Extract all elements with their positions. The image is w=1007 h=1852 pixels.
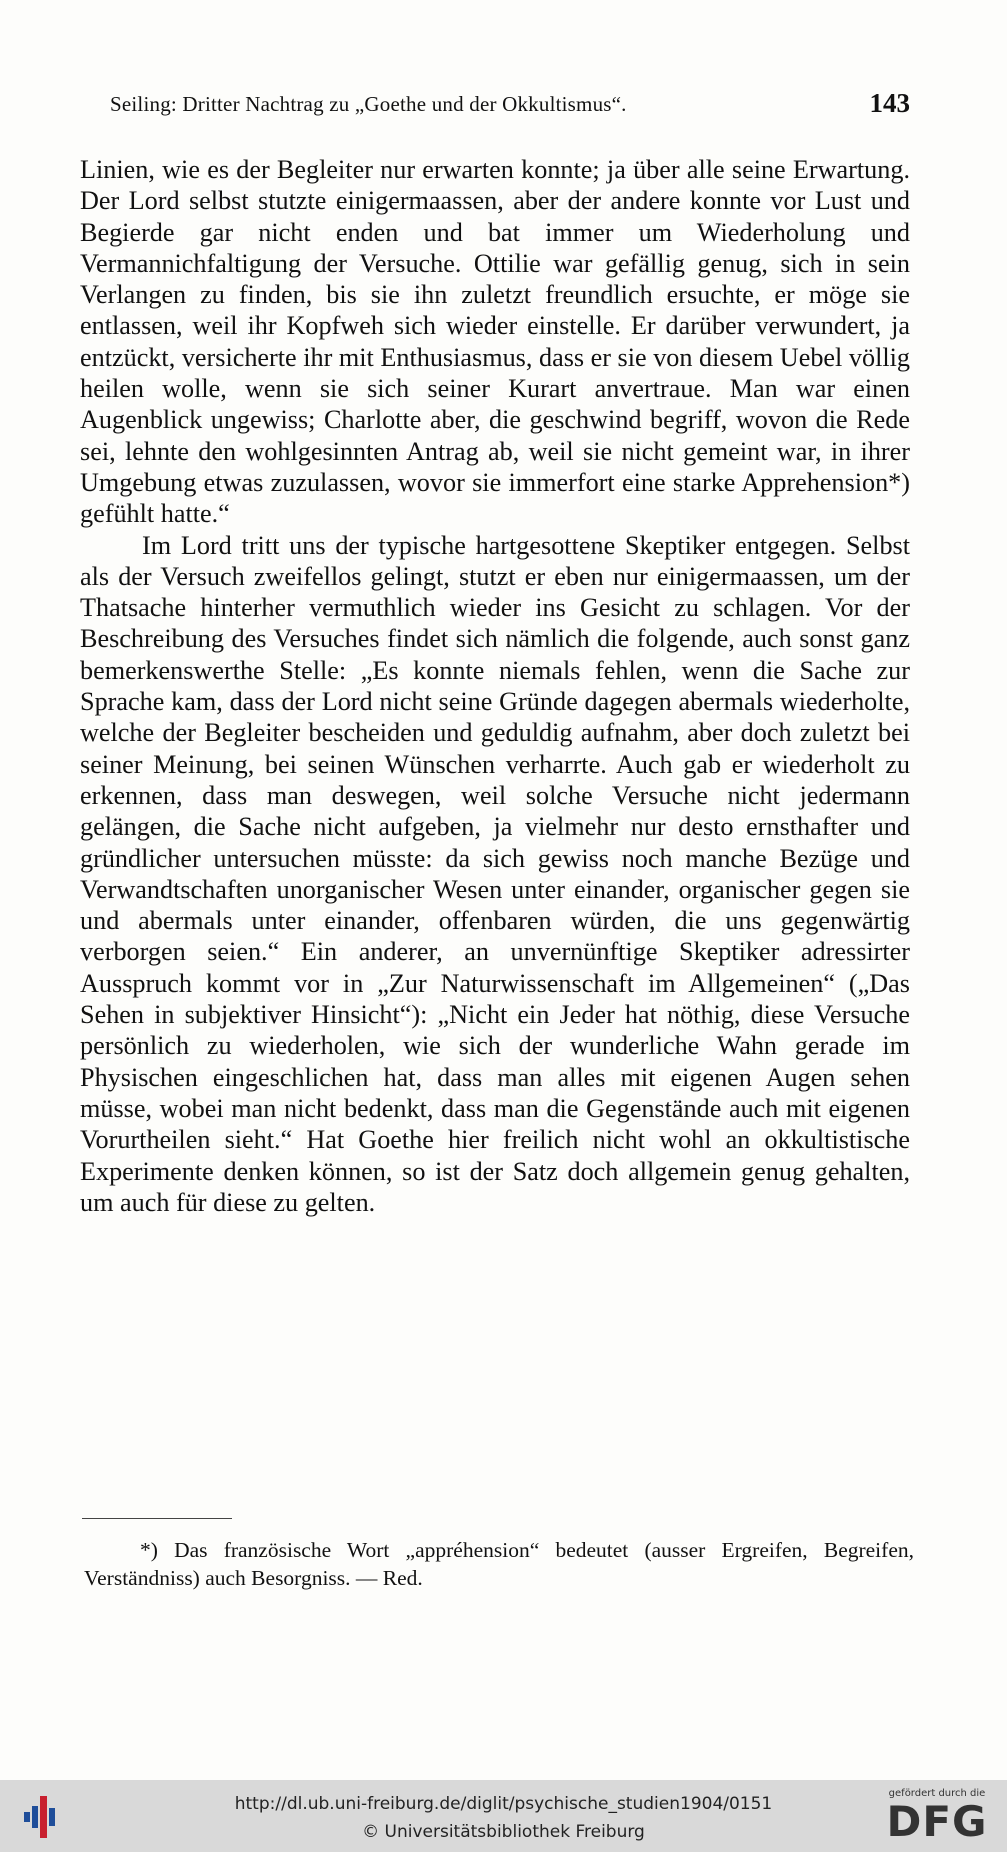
dfg-logo-icon: DFG [886, 1797, 988, 1846]
dfg-tagline: gefördert durch die [888, 1788, 986, 1799]
copyright-notice: © Universitätsbibliothek Freiburg [362, 1822, 645, 1842]
viewer-footer [0, 1780, 1007, 1852]
source-url-link[interactable]: http://dl.ub.uni-freiburg.de/diglit/psychische_studien1904/0151 [234, 1794, 773, 1814]
page-header [110, 88, 910, 128]
footnote: *) Das französische Wort „appréhension“ bedeutet (ausser Ergreifen, Begreifen, Verständniss) auch Besorgniss. — Red. [84, 1538, 914, 1590]
footnote-divider [82, 1518, 232, 1519]
paragraph: Linien, wie es der Begleiter nur erwarten konnte; ja über alle seine Erwartung. Der Lord selbst stutzte einigermaassen, aber der andere konnte vor Lust und Begierde gar nicht enden und bat immer um Wiederholung und Vermannichfaltigung der Versuche. Ottilie war gefällig genug, sich in sein Verlangen zu finden, bis sie ihn zuletzt freundlich ersuchte, er möge sie entlassen, weil ihr Kopfweh sich wieder einstelle. Er darüber verwundert, ja entzückt, versicherte ihr mit Enthusiasmus, dass er sie von diesem Uebel völlig heilen wolle, wenn sie sich seiner Kurart anvertraue. Man war einen Augenblick ungewiss; Charlotte aber, die geschwind begriff, wovon die Rede sei, lehnte den wohlgesinnten Antrag ab, weil sie nicht gemeint war, in ihrer Umgebung etwas zuzulassen, wovor sie immerfort eine starke Apprehension*) gefühlt hatte.“ [80, 155, 910, 529]
running-title: Seiling: Dritter Nachtrag zu „Goethe und der Okkultismus“. [110, 92, 627, 116]
body-text [80, 154, 910, 1218]
dfg-funding-logo [881, 1788, 993, 1848]
page-number: 143 [869, 88, 910, 118]
paragraph: Im Lord tritt uns der typische hartgesottene Skeptiker entgegen. Selbst als der Versuch zweifellos gelingt, stutzt er eben nur einigermaassen, um der Thatsache hinterher vermuthlich wieder ins Gesicht zu schlagen. Vor der Beschreibung des Versuches findet sich nämlich die folgende, auch sonst ganz bemerkenswerthe Stelle: „Es konnte niemals fehlen, wenn die Sache zur Sprache kam, dass der Lord nicht seine Gründe dagegen abermals wiederholte, welche der Begleiter bescheiden und geduldig aufnahm, aber doch zuletzt bei seiner Meinung, bei seinen Wünschen verharrte. Auch gab er wiederholt zu erkennen, dass man deswegen, weil solche Versuche nicht jedermann gelängen, die Sache nicht aufgeben, ja vielmehr nur desto ernsthafter und gründlicher untersuchen müsste: da sich gewiss noch manche Bezüge und Verwandtschaften unorganischer Wesen unter einander, organischer gegen sie und abermals unter einander, offenbaren würden, die uns gegenwärtig verborgen seien.“ Ein anderer, an unvernünftige Skeptiker adressirter Ausspruch kommt vor in „Zur Naturwissenschaft im Allgemeinen“ („Das Sehen in subjektiver Hinsicht“): „Nicht ein Jeder hat nöthig, diese Versuche persönlich zu wiederholen, wie sich der wunderliche Wahn gerade im Physischen eingeschlichen hat, dass man alles mit eigenen Augen sehen müsse, wobei man nicht bedenkt, dass man die Gegenstände auch mit eigenen Vorurtheilen sieht.“ Hat Goethe hier freilich nicht wohl an okkultistische Experimente denken können, so ist der Satz doch allgemein genug gehalten, um auch für diese zu gelten. [80, 530, 910, 1217]
